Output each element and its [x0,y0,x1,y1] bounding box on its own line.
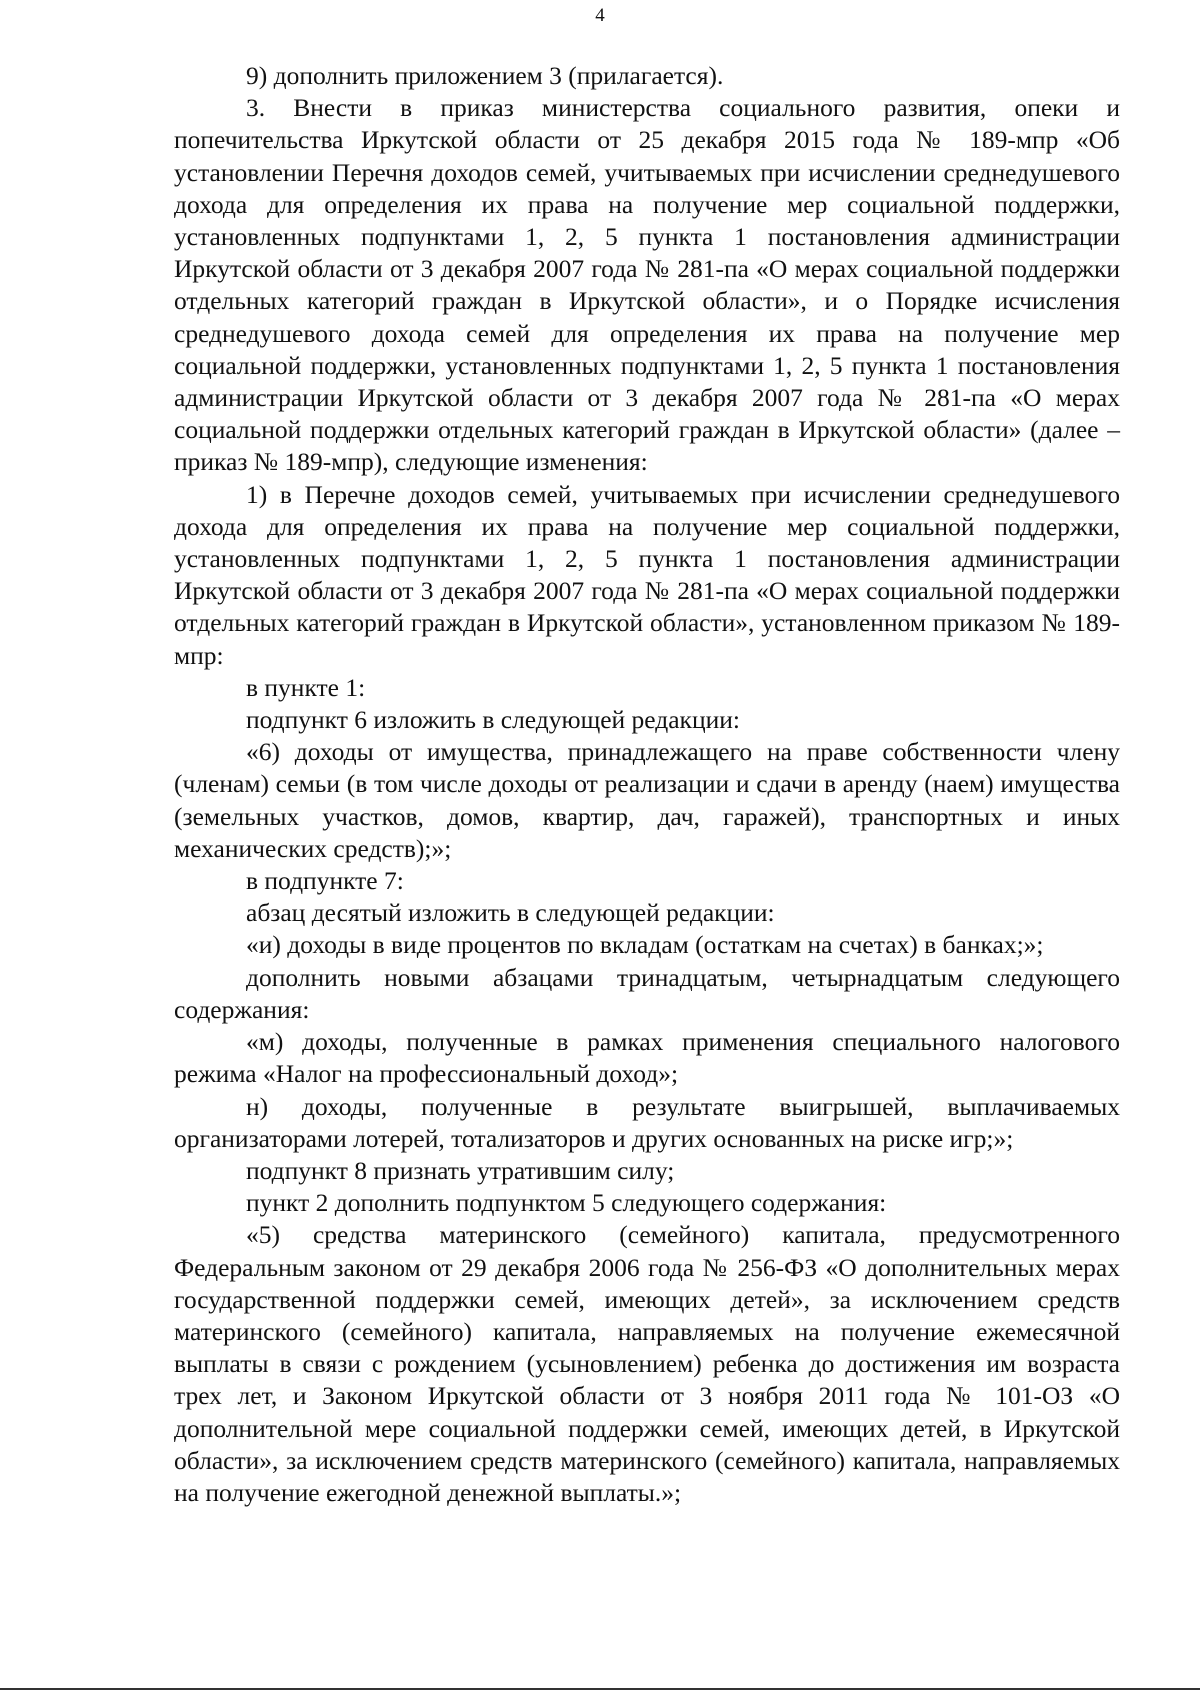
paragraph-subpoint-8: подпункт 8 признать утратившим силу; [246,1155,675,1185]
paragraph-abzac-m: «м) доходы, полученные в рамках применения специального налогового режима «Налог на профессиональный доход»; [174,1027,1120,1089]
page-number: 4 [595,5,605,26]
paragraph-point-1: в пункте 1: [246,672,366,702]
paragraph-point-2: пункт 2 дополнить подпунктом 5 следующего содержания: [246,1188,887,1218]
paragraph-add-abzacs: дополнить новыми абзацами тринадцатым, четырнадцатым следующего содержания: [174,962,1120,1024]
paragraph-abzac-10-text: «и) доходы в виде процентов по вкладам (остаткам на счетах) в банках;»; [246,930,1044,960]
bottom-scan-line [0,1688,1200,1690]
paragraph-abzac-n: н) доходы, полученные в результате выигрышей, выплачиваемых организаторами лотерей, тотализаторов и других основанных на риске игр;»; [174,1091,1120,1153]
paragraph-subsection-1: 1) в Перечне доходов семей, учитываемых при исчислении среднедушевого дохода для определения их права на получение мер социальной поддержки, установленных подпунктами 1, 2, 5 пункта 1 постановления администрации Иркутской области от 3 декабря 2007 года № 281-па «О мерах социальной поддержки отдельных категорий граждан в Иркутской области», установленном приказом № 189-мпр: [174,479,1120,670]
paragraph-section-3: 3. Внести в приказ министерства социального развития, опеки и попечительства Иркутской области от 25 декабря 2015 года № 189-мпр «Об установлении Перечня доходов семей, учитываемых при исчислении среднедушевого дохода для определения их права на получение мер социальной поддержки, установленных подпунктами 1, 2, 5 пункта 1 постановления администрации Иркутской области от 3 декабря 2007 года № 281-па «О мерах социальной поддержки отдельных категорий граждан в Иркутской области», и о Порядке исчисления среднедушевого дохода семей для определения их права на получение мер социальной поддержки, установленных подпунктами 1, 2, 5 пункта 1 постановления администрации Иркутской области от 3 декабря 2007 года № 281-па «О мерах социальной поддержки отдельных категорий граждан в Иркутской области» (далее – приказ № 189-мпр), следующие изменения: [174,93,1120,477]
document-body [174,60,1120,1509]
paragraph-subpoint-6-text: «6) доходы от имущества, принадлежащего на праве собственности члену (членам) семьи (в том числе доходы от реализации и сдачи в аренду (наем) имущества (земельных участков, домов, квартир, дач, гаражей), транспортных и иных механических средств);»; [174,737,1120,863]
paragraph-subpoint-5-text: «5) средства материнского (семейного) капитала, предусмотренного Федеральным законом от 29 декабря 2006 года № 256-ФЗ «О дополнительных мерах государственной поддержки семей, имеющих детей», за исключением средств материнского (семейного) капитала, направляемых на получение ежемесячной выплаты в связи с рождением (усыновлением) ребенка до достижения им возраста трех лет, и Законом Иркутской области от 3 ноября 2011 года № 101-ОЗ «О дополнительной мере социальной поддержки семей, имеющих детей, в Иркутской области», за исключением средств материнского (семейного) капитала, направляемых на получение ежегодной денежной выплаты.»; [174,1220,1120,1507]
paragraph-subpoint-6-intro: подпункт 6 изложить в следующей редакции: [246,705,740,735]
paragraph-item-9: 9) дополнить приложением 3 (прилагается). [246,61,724,90]
paragraph-subpoint-7: в подпункте 7: [246,866,404,896]
paragraph-abzac-10-intro: абзац десятый изложить в следующей редакции: [246,898,775,928]
